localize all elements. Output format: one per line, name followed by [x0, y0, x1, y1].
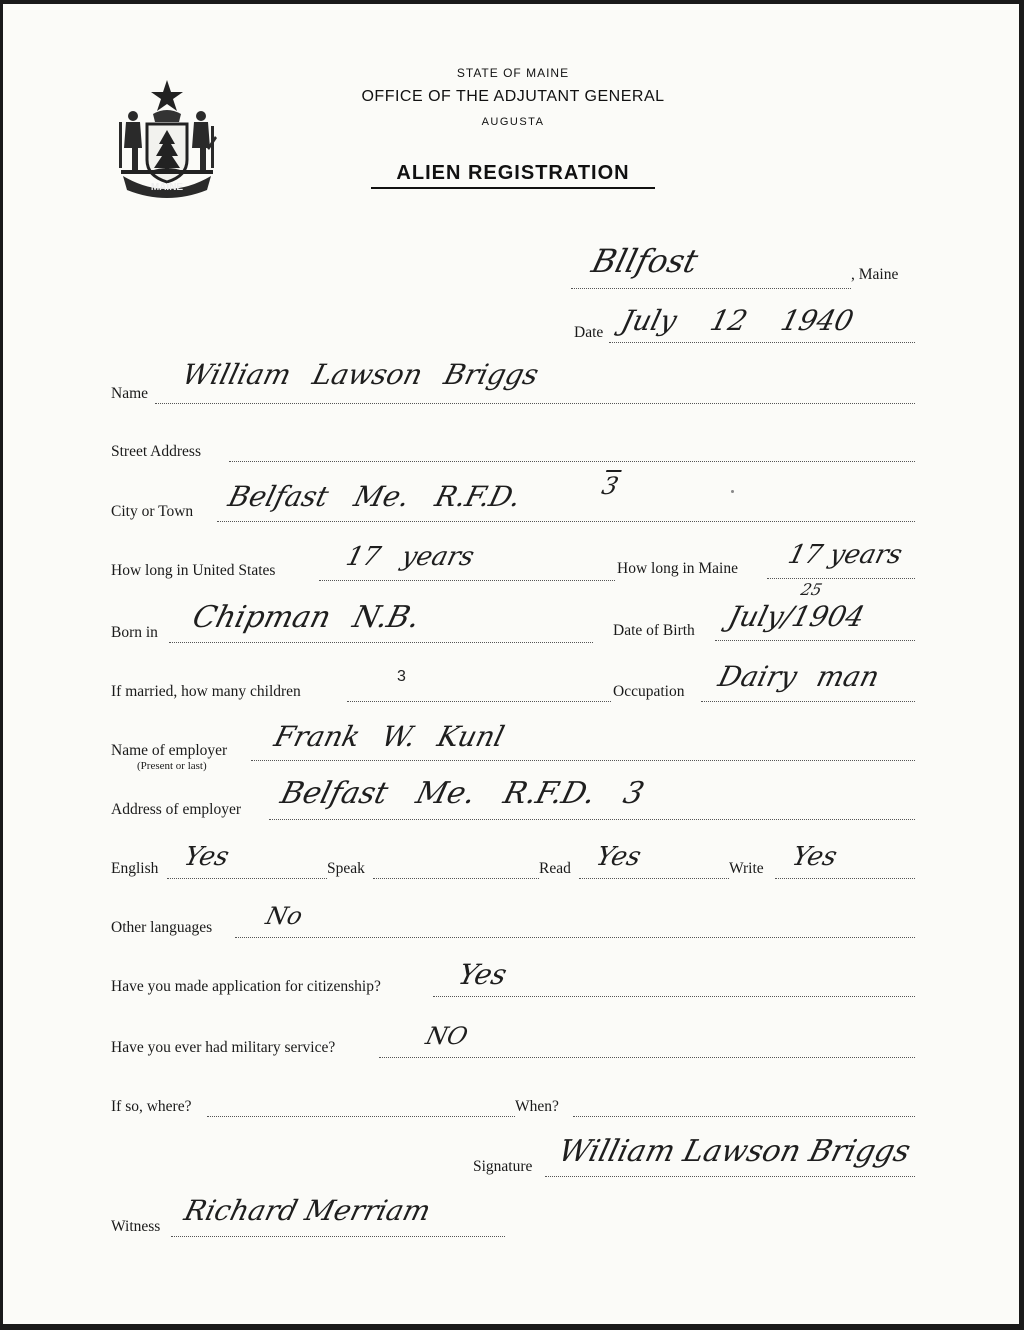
- town-value[interactable]: Bllfost: [588, 242, 702, 280]
- city-line: [217, 521, 915, 522]
- witness-value[interactable]: Richard Merriam: [181, 1194, 435, 1227]
- signature-label: Signature: [473, 1158, 533, 1175]
- occupation-label: Occupation: [613, 683, 685, 700]
- date-of-birth-value[interactable]: July/1904: [725, 600, 868, 633]
- employer-name-value[interactable]: Frank W. Kunl: [271, 720, 508, 753]
- office-heading: OFFICE OF THE ADJUTANT GENERAL: [361, 88, 665, 105]
- date-label: Date: [574, 324, 604, 341]
- name-line: [155, 403, 915, 404]
- city-heading: AUGUSTA: [481, 116, 545, 128]
- children-value[interactable]: 3: [397, 668, 406, 685]
- military-label: Have you ever had military service?: [111, 1039, 336, 1056]
- occupation-value[interactable]: Dairy man: [715, 660, 883, 693]
- write-line: [775, 878, 915, 879]
- if-so-where-label: If so, where?: [111, 1098, 192, 1115]
- english-label: English: [111, 860, 159, 877]
- born-in-line: [169, 642, 593, 643]
- date-line: [609, 342, 915, 343]
- name-value[interactable]: William Lawson Briggs: [179, 358, 543, 391]
- how-long-maine-label: How long in Maine: [617, 560, 738, 577]
- name-label: Name: [111, 385, 149, 402]
- how-long-us-line: [319, 580, 615, 581]
- speak-label: Speak: [327, 860, 365, 877]
- witness-line: [171, 1236, 505, 1237]
- date-value[interactable]: July 12 1940: [618, 304, 857, 337]
- alien-registration-form: [3, 4, 1019, 1324]
- date-of-birth-line: [715, 640, 915, 641]
- street-address-label: Street Address: [111, 443, 201, 460]
- citizenship-value[interactable]: Yes: [455, 958, 511, 991]
- when-label: When?: [515, 1098, 559, 1115]
- signature-value[interactable]: William Lawson Briggs: [555, 1134, 914, 1169]
- svg-text:MAINE: MAINE: [150, 182, 184, 193]
- write-label: Write: [729, 860, 764, 877]
- employer-address-value[interactable]: Belfast Me. R.F.D. 3: [277, 776, 648, 811]
- speak-line: [373, 878, 539, 879]
- english-value[interactable]: Yes: [181, 842, 233, 872]
- if-so-where-line: [207, 1116, 515, 1117]
- city-value[interactable]: Belfast Me. R.F.D.: [225, 480, 525, 513]
- form-title: ALIEN REGISTRATION: [371, 162, 655, 189]
- town-line: [571, 288, 851, 289]
- children-label: If married, how many children: [111, 683, 301, 700]
- employer-name-label: Name of employer: [111, 742, 228, 759]
- other-languages-line: [235, 937, 915, 938]
- city-label: City or Town: [111, 503, 194, 520]
- employer-address-line: [269, 819, 915, 820]
- date-of-birth-label: Date of Birth: [613, 622, 695, 639]
- state-heading: STATE OF MAINE: [456, 66, 570, 80]
- ink-speck: [731, 490, 734, 493]
- witness-label: Witness: [111, 1218, 161, 1235]
- born-in-label: Born in: [111, 624, 158, 641]
- employer-name-sublabel: (Present or last): [137, 760, 207, 772]
- military-value[interactable]: NO: [423, 1022, 471, 1050]
- how-long-maine-value[interactable]: 17 years: [785, 540, 906, 570]
- how-long-maine-line: [767, 578, 915, 579]
- city-extra-value[interactable]: 3: [599, 472, 622, 500]
- when-line: [573, 1116, 915, 1117]
- state-seal-icon: [111, 76, 223, 202]
- citizenship-label: Have you made application for citizenship?: [111, 978, 381, 995]
- read-label: Read: [539, 860, 571, 877]
- children-line: [347, 701, 611, 702]
- other-languages-label: Other languages: [111, 919, 213, 936]
- how-long-us-value[interactable]: 17 years: [343, 542, 478, 572]
- maine-label: , Maine: [851, 266, 899, 283]
- how-long-us-label: How long in United States: [111, 562, 276, 579]
- employer-name-line: [251, 760, 915, 761]
- street-address-line: [229, 461, 915, 462]
- born-in-value[interactable]: Chipman N.B.: [189, 600, 424, 635]
- employer-address-label: Address of employer: [111, 801, 241, 818]
- read-line: [579, 878, 729, 879]
- date-of-birth-annotation: 25: [799, 580, 825, 599]
- occupation-line: [701, 701, 915, 702]
- read-value[interactable]: Yes: [593, 842, 645, 872]
- english-line: [167, 878, 327, 879]
- citizenship-line: [433, 996, 915, 997]
- signature-line: [545, 1176, 915, 1177]
- military-line: [379, 1057, 915, 1058]
- other-languages-value[interactable]: No: [263, 902, 306, 930]
- write-value[interactable]: Yes: [789, 842, 841, 872]
